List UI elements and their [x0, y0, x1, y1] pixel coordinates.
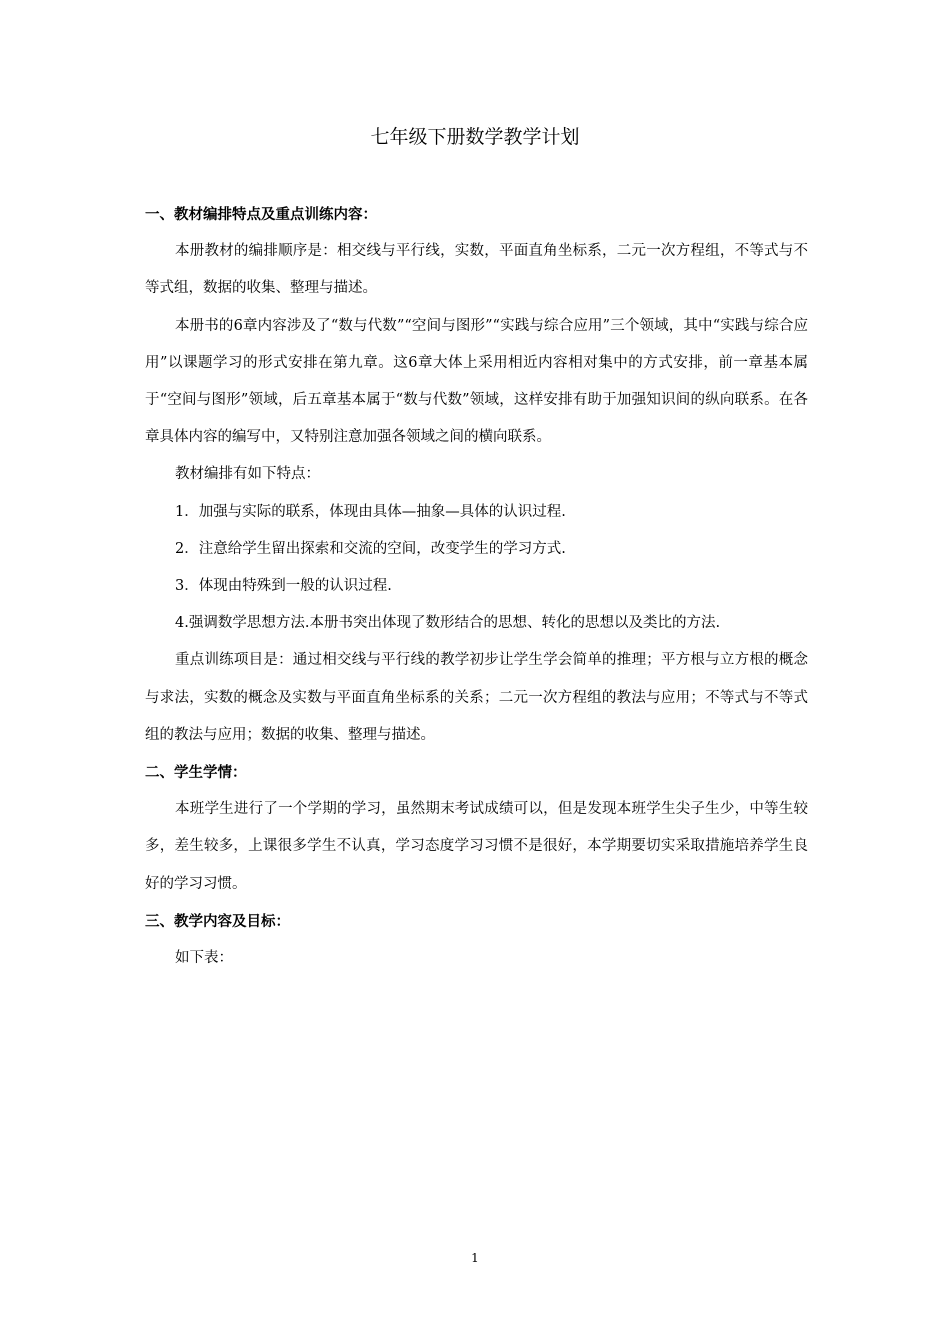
feature-item-2: 2．注意给学生留出探索和交流的空间，改变学生的学习方式. [175, 540, 566, 557]
feature-item-1: 1．加强与实际的联系，体现由具体—抽象—具体的认识过程. [175, 503, 566, 520]
page-number: 1 [471, 1251, 479, 1265]
section-heading-textbook: 一、教材编排特点及重点训练内容： [145, 206, 377, 223]
document-body [145, 196, 808, 977]
paragraph-textbook-chapters: 本册书的6章内容涉及了“数与代数”“空间与图形”“实践与综合应用”三个领域，其中“实践与综合应用”以课题学习的形式安排在第九章。这6章大体上采用相近内容相对集中的方式安排，前一章基本属于“空间与图形”领域，后五章基本属于“数与代数”领域，这样安排有助于加强知识间的纵向联系。在各章具体内容的编写中，又特别注意加强各领域之间的横向联系。 [145, 317, 808, 446]
feature-item-4: 4.强调数学思想方法.本册书突出体现了数形结合的思想、转化的思想以及类比的方法. [175, 615, 721, 632]
paragraph-features-intro: 教材编排有如下特点： [175, 466, 320, 483]
document-title: 七年级下册数学教学计划 [370, 126, 580, 148]
paragraph-see-table: 如下表： [175, 950, 233, 967]
paragraph-key-training: 重点训练项目是：通过相交线与平行线的教学初步让学生学会简单的推理；平方根与立方根的概念与求法，实数的概念及实数与平面直角坐标系的关系；二元一次方程组的教法与应用；不等式与不等式组的教法与应用；数据的收集、整理与描述。 [145, 652, 808, 743]
section-heading-content-goals: 三、教学内容及目标： [145, 912, 290, 930]
paragraph-textbook-order: 本册教材的编排顺序是：相交线与平行线，实数，平面直角坐标系，二元一次方程组，不等式与不等式组，数据的收集、整理与描述。 [145, 243, 808, 297]
section-heading-students: 二、学生学情： [145, 764, 247, 782]
paragraph-students: 本班学生进行了一个学期的学习，虽然期末考试成绩可以，但是发现本班学生尖子生少，中等生较多，差生较多，上课很多学生不认真，学习态度学习习惯不是很好，本学期要切实采取措施培养学生良好的学习习惯。 [145, 801, 808, 892]
feature-item-3: 3．体现由特殊到一般的认识过程. [175, 578, 392, 595]
